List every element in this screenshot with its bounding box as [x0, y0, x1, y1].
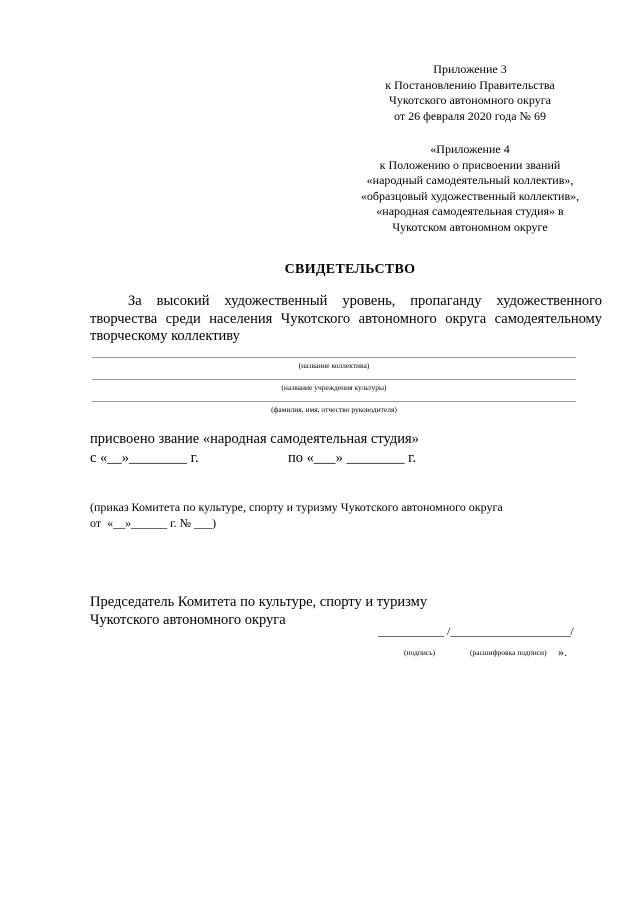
institution-name-line: [92, 379, 576, 380]
appendix-4-line-2: к Положению о присвоении званий: [379, 157, 561, 172]
appendix-3-line-4: от 26 февраля 2020 года № 69: [394, 108, 546, 123]
signature-line: ___________ /____________________/: [378, 624, 574, 638]
body-line-3: творческому коллективу: [90, 328, 240, 344]
institution-name-caption: (название учреждения культуры): [281, 383, 387, 392]
collective-name-line: [92, 357, 576, 358]
head-name-line: [92, 401, 576, 402]
chairman-line-2: Чукотского автономного округа: [90, 612, 286, 628]
body-line-2: творчества среди населения Чукотского автономного округа самодеятельному: [90, 310, 602, 327]
certificate-body: [90, 293, 602, 346]
appendix-4-line-1: «Приложение 4: [430, 142, 510, 156]
order-line-1: (приказ Комитета по культуре, спорту и туризму Чукотского автономного округа: [90, 500, 503, 514]
appendix-4-line-4: «образцовый художественный коллектив»,: [360, 188, 580, 203]
document-title: СВИДЕТЕЛЬСТВО: [284, 262, 416, 277]
order-line-2: от «__»______ г. № ___): [90, 516, 217, 530]
appendix-3-header: [340, 62, 600, 124]
head-name-caption: (фамилия, имя, отчество руководителя): [271, 405, 397, 414]
body-line-1: За высокий художественный уровень, пропаганду художественного: [128, 293, 602, 309]
appendix-3-line-3: Чукотского автономного округа: [389, 93, 551, 107]
appendix-3-line-1: Приложение 3: [433, 62, 507, 76]
appendix-3-line-2: к Постановлению Правительства: [385, 77, 555, 92]
collective-name-caption: (название коллектива): [298, 361, 370, 370]
signature-decode-caption: (расшифровка подписи): [470, 648, 547, 657]
signature-caption: (подпись): [404, 648, 436, 657]
chairman-line-1: Председатель Комитета по культуре, спорту и туризму: [90, 594, 428, 610]
award-from-date: с «__»________ г.: [90, 450, 199, 466]
closing-quote: ».: [558, 645, 567, 659]
appendix-4-line-3: «народный самодеятельный коллектив»,: [366, 173, 574, 187]
appendix-4-line-5: «народная самодеятельная студия» в: [376, 204, 564, 218]
award-title-line: присвоено звание «народная самодеятельная студия»: [90, 431, 419, 447]
appendix-4-line-6: Чукотском автономном округе: [392, 219, 548, 234]
appendix-4-header: [340, 142, 600, 235]
award-to-date: по «___» ________ г.: [288, 450, 417, 466]
